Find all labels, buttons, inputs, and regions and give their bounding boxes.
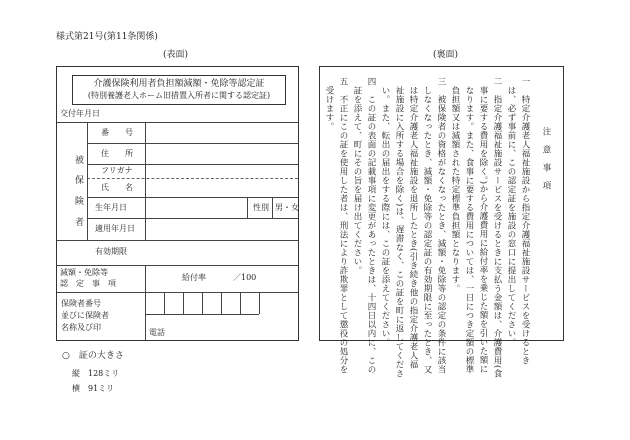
benefit-rate-label: 給付率: [182, 273, 206, 282]
phone-label: 電話: [149, 328, 165, 337]
note-line: 証を添えて、町にその旨を届け出てください。: [352, 77, 362, 275]
col-line: [145, 292, 146, 340]
insurer-label-1: 保険者番号: [61, 299, 101, 308]
insurer-number-box: [164, 292, 165, 314]
number-label: 番 号: [101, 128, 133, 137]
note-line: 事に要する費用を除く。)から介護費用に給付率を乗じた額を引いた額に: [478, 77, 488, 374]
note-line: 三 被保険者の資格がなくなったとき、減額・免除等の認定の条件に該当: [436, 77, 446, 374]
insurer-number-box: [240, 292, 241, 314]
note-line: なります。また、食事に要する費用については、一日につき定額の標準: [464, 77, 474, 374]
note-line: 四 この証の表面の記載事項に変更があったときは、十四日以内に、この: [366, 77, 376, 374]
side-label-char: 被: [75, 156, 85, 166]
side-label-char: 保: [75, 176, 85, 186]
name-label: 氏 名: [101, 183, 133, 192]
card-subtitle: (特別養護老人ホーム旧措置入所者に関する認定証): [87, 91, 271, 100]
reduction-label-2: 認 定 事 項: [60, 279, 116, 288]
col-line: [145, 122, 146, 240]
furigana-label: フリガナ: [101, 166, 133, 175]
note-line: 受けます。: [324, 77, 334, 131]
title-box: [72, 75, 286, 105]
col-line: [87, 122, 88, 240]
insurer-label-2: 並びに保険者: [61, 311, 109, 320]
size-height: 縦 128ミリ: [72, 369, 120, 378]
front-card: [56, 66, 299, 341]
row-line: [87, 197, 298, 198]
front-heading: (表面): [163, 50, 189, 60]
note-line: は特定介護老人福祉施設を退所したとき(引き続き他の指定介護老人福: [408, 77, 418, 369]
col-line: [272, 197, 273, 218]
note-line: 五 不正にこの証を使用した者は、刑法により詐欺罪として懲役の処分を: [338, 77, 348, 374]
address-label: 住 所: [101, 149, 133, 158]
note-line: しなくなったとき、減額・免除等の認定証の有効期限に至ったとき、又: [422, 77, 432, 374]
insurer-number-box: [145, 314, 259, 315]
side-label-char: 険: [75, 197, 85, 207]
col-line: [145, 265, 146, 292]
size-heading: ○ 証の大きさ: [62, 351, 124, 361]
notes-body: [324, 77, 532, 378]
back-card: [319, 66, 564, 378]
benefit-rate-suffix: ／100: [233, 273, 257, 282]
back-heading: (裏面): [433, 50, 459, 60]
row-line: [57, 292, 298, 293]
birth-label: 生年月日: [95, 203, 127, 212]
valid-until-label: 有効期限: [95, 247, 127, 256]
insurer-number-box: [202, 292, 203, 314]
side-label-char: 者: [75, 218, 85, 228]
insurer-number-box: [259, 292, 260, 314]
form-number: 様式第21号(第11条関係): [56, 32, 158, 42]
gender-options: 男・女: [275, 203, 299, 212]
row-line: [57, 265, 298, 266]
size-width: 横 91ミリ: [72, 384, 115, 393]
note-line: 負担額又は減額された特定標準負担額となります。: [450, 77, 460, 293]
row-line: [57, 122, 298, 123]
issue-date: 交付年月日: [60, 109, 100, 118]
row-line: [87, 218, 298, 219]
note-line: 一 特定介護老人福祉施設から指定介護福祉施設サービスを受けるとき: [520, 77, 530, 365]
row-line: [87, 164, 298, 165]
apply-date-label: 適用年月日: [95, 224, 135, 233]
col-line: [247, 197, 248, 218]
note-line: 祉施設に入所する場合を除く)は、遅滞なく、この証を町に返してくださ: [394, 77, 404, 378]
insurer-number-box: [183, 292, 184, 314]
gender-label: 性別: [253, 203, 269, 212]
note-line: 二 指定介護福祉施設サービスを受けるときに支払う金額は、介護費用(食: [492, 77, 502, 378]
note-line: い。また、転出の届出をする際には、この証を添えてください。: [380, 77, 390, 347]
card-title: 介護保険利用者負担額減額・免除等認定証: [93, 79, 265, 89]
row-line: [87, 143, 298, 144]
notes-title: 注 意 事 項: [541, 127, 551, 190]
row-line: [57, 240, 298, 241]
row-line-dashed: [87, 178, 298, 179]
reduction-label-1: 減額・免除等: [60, 268, 108, 277]
note-line: は、必ず事前に、この認定証を施設の窓口に提出してください。: [506, 77, 516, 347]
insurer-number-box: [221, 292, 222, 314]
insurer-label-3: 名称及び印: [61, 323, 101, 332]
